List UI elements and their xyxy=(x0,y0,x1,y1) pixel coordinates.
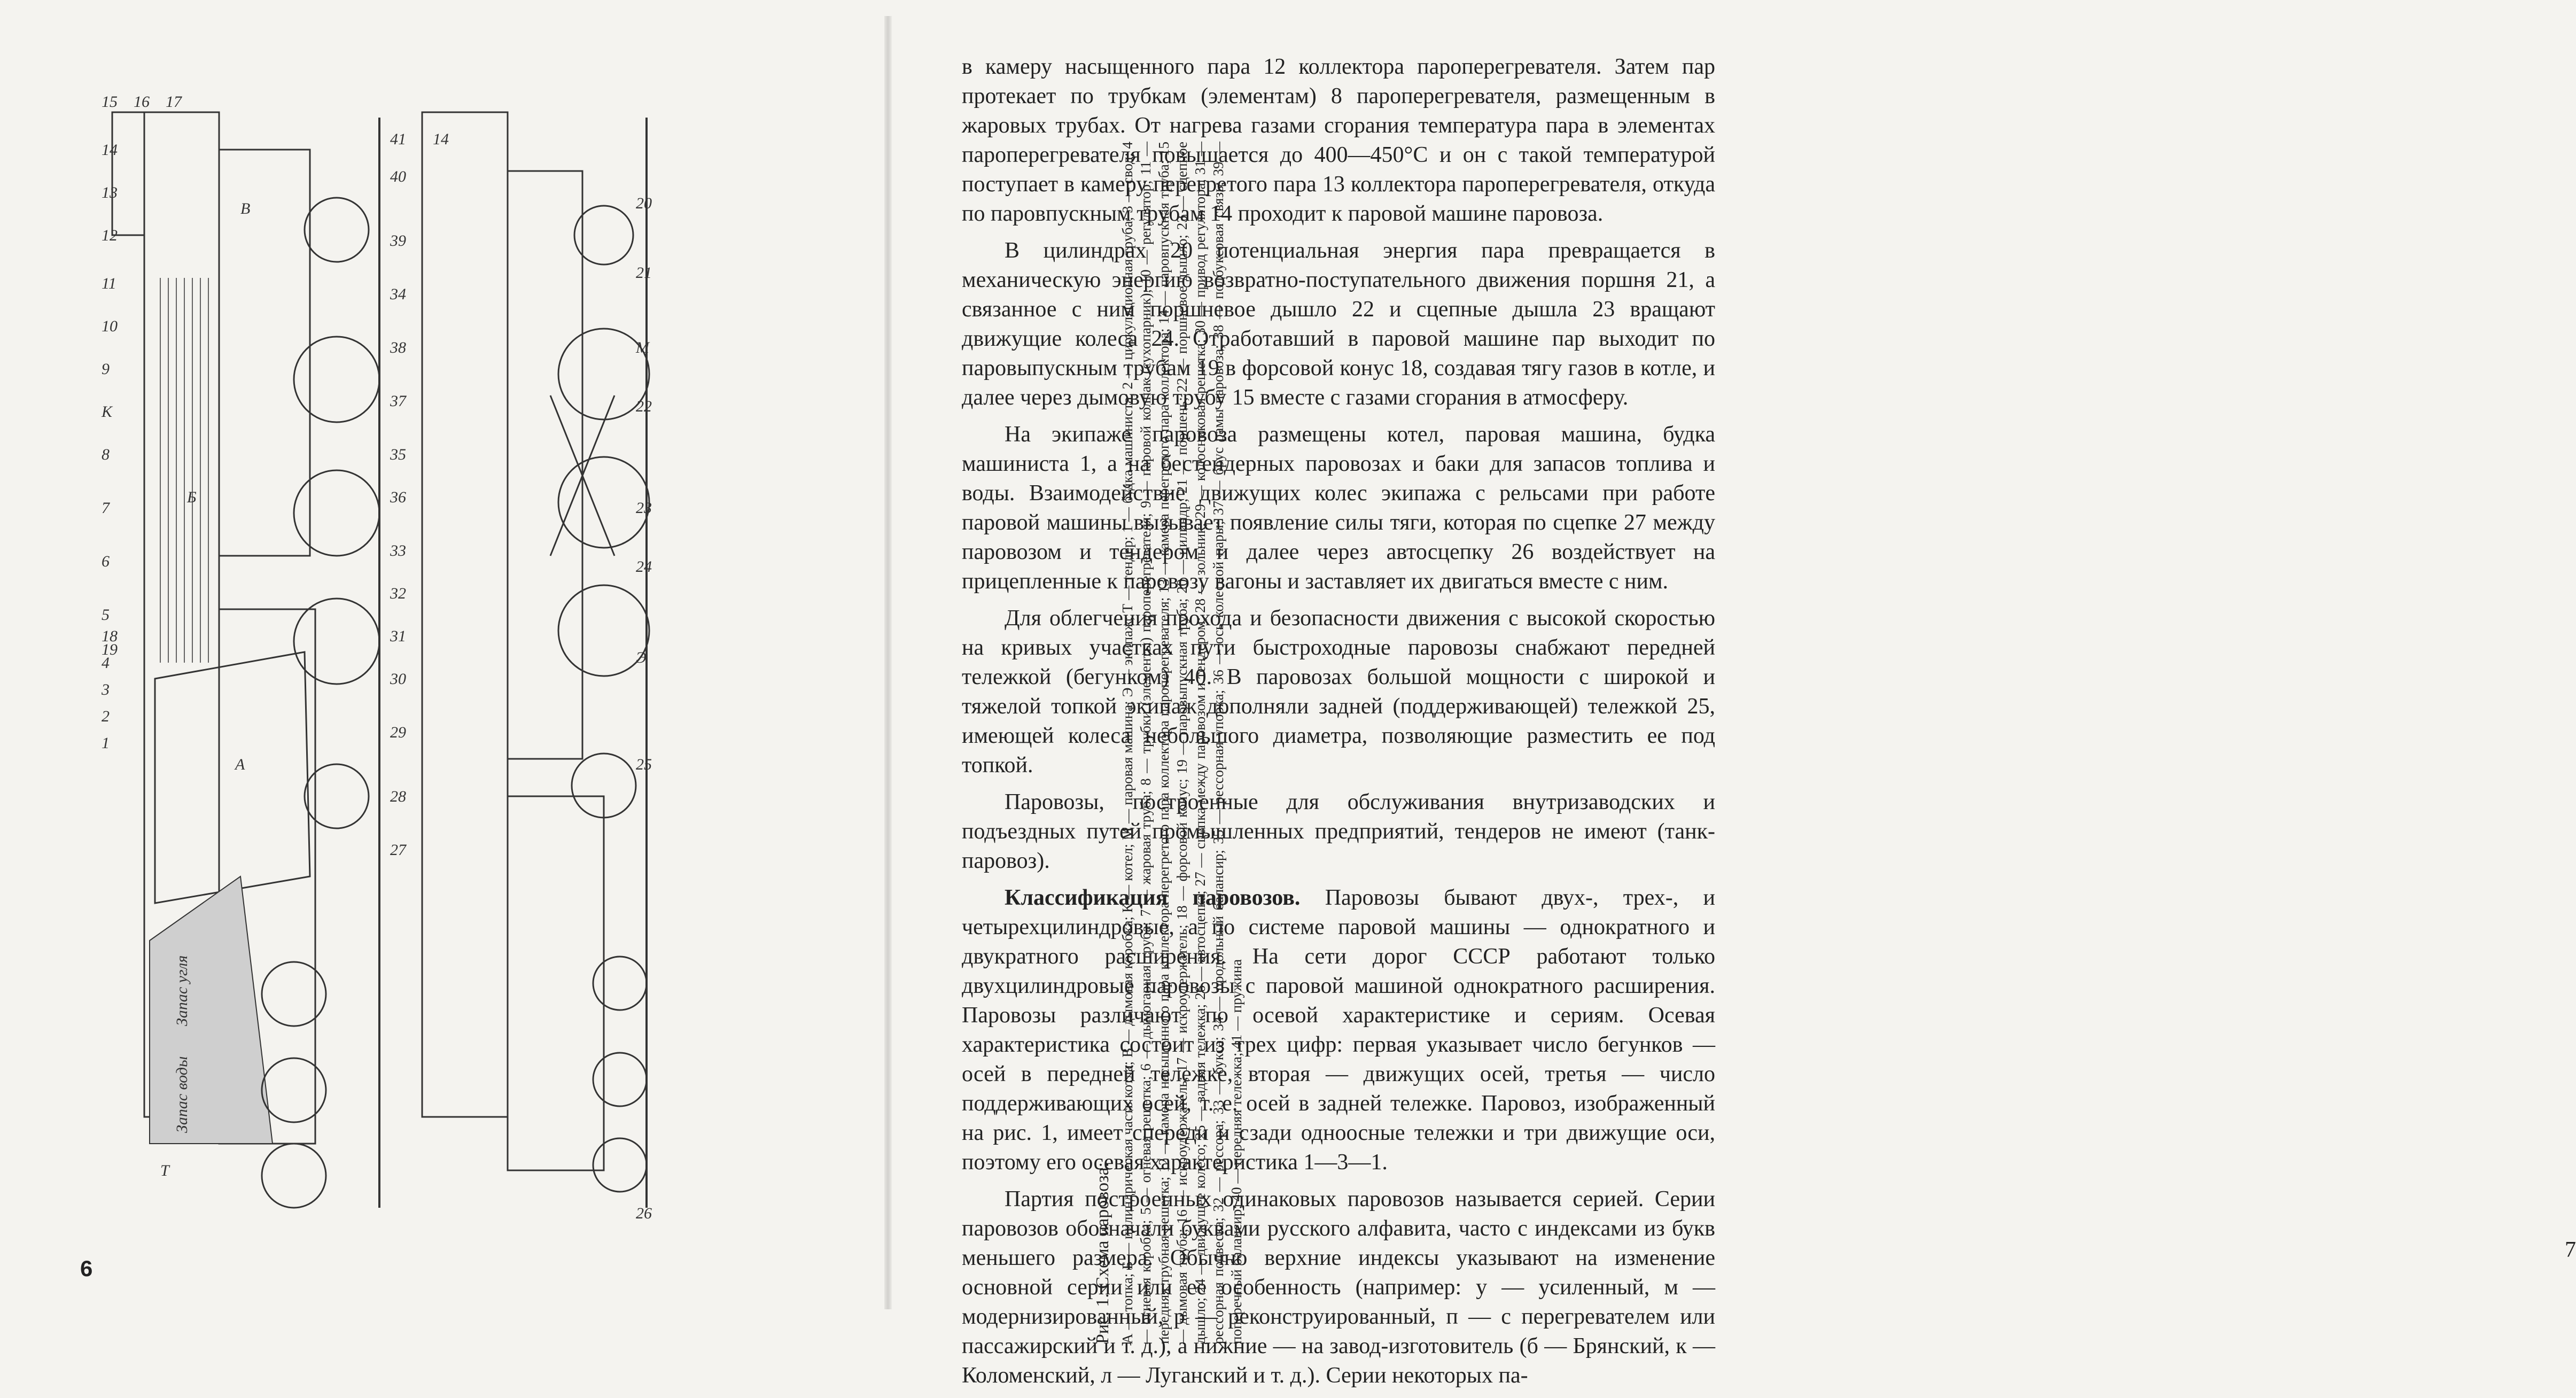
paragraph: в камеру насыщенного пара 12 коллектора пароперегревателя. Затем пар протекает по трубкам (элементам) 8 пароперегревателя, размещенным в жаровых трубах. От нагрева газами сгорания температура пара в элементах пароперегревателя повышается до 400—450°С и он с такой температурой поступает в камеру перегретого пара 13 коллектора пароперегревателя, откуда по паровпускным трубам 14 проходит к паровой машине паровоза. xyxy=(962,55,1715,226)
figure-label: 40 xyxy=(390,168,406,185)
figure-label: 24 xyxy=(636,558,652,576)
figure-label: 26 xyxy=(636,1205,652,1222)
figure-label: 9 xyxy=(102,360,110,378)
figure-label: 38 xyxy=(390,339,406,356)
front-bogie-wheel xyxy=(305,198,369,262)
figure-label: 11 xyxy=(102,275,116,292)
figure-label: 22 xyxy=(636,398,652,415)
figure-label: 10 xyxy=(102,317,118,335)
driving-wheel xyxy=(294,470,379,556)
boiler-outline xyxy=(422,112,508,1117)
figure-label: 14 xyxy=(433,130,449,148)
driving-wheel xyxy=(294,337,379,422)
classification-heading: Классификация паровозов. xyxy=(1005,886,1301,910)
figure-label: Б xyxy=(187,488,197,506)
figure-label: 8 xyxy=(102,446,110,463)
figure-label: 6 xyxy=(102,553,110,570)
coal-reserve-label: Запас угля xyxy=(173,955,191,1026)
figure-label: 41 xyxy=(390,130,406,148)
trailing-wheel xyxy=(305,764,369,828)
figure-label: 13 xyxy=(102,184,118,201)
paragraph: В цилиндрах 20 потенциальная энергия пара превращается в механическую энергию возвратно-поступательного движения поршня 21, а связанное с ним поршневое дышло 22 и сцепные дышла 23 вращают движущие колеса 24. Отработавший в паровой машине пар выходит по паровыпускным трубам 19 в форсовой конус 18, создавая тягу газов в котле, и далее через дымовую трубу 15 вместе с газами сгорания в атмосферу. xyxy=(962,238,1715,410)
paragraph: Для облегчения прохода и безопасности движения с высокой скоростью на кривых участках пути быстроходные паровозы снабжают передней тележкой (бегунком) 40. В паровозах большой мощности с широкой и тяжелой топкой экипаж дополняли задней (поддерживающей) тележкой 25, имеющей колеса небольшого диаметра, позволяющие разместить ее под топкой. xyxy=(962,606,1715,778)
figure-label: 3 xyxy=(102,681,110,698)
paragraph-classification xyxy=(962,883,1715,1177)
paragraph: Партия построенных одинаковых паровозов называется серией. Серии паровозов обозначали буквами русского алфавита, часто с индексами из букв меньшего размера. Обычно верхние индексы указывают на изменение основной серии или ее особенность (например: у — усиленный, м — модернизированный, р — реконструированный, п — с перегревателем или пассажирский и т. д.), а нижние — на завод-изготовитель (б — Брянский, к — Коломенский, л — Луганский и т. д.). Серии некоторых па- xyxy=(962,1187,1715,1388)
tender-wheel xyxy=(262,1144,326,1208)
firebox xyxy=(155,652,310,903)
driving-wheel xyxy=(294,599,379,684)
body-text xyxy=(962,52,1715,1398)
figure-label: 21 xyxy=(636,264,652,282)
figure-label: 17 xyxy=(166,93,182,111)
figure-label: 20 xyxy=(636,195,652,212)
figure-label: 39 xyxy=(390,232,406,250)
figure-label: 31 xyxy=(390,627,406,645)
figure-label: 12 xyxy=(102,227,118,244)
figure-label: М xyxy=(636,339,649,356)
figure-label: В xyxy=(240,200,251,218)
page-number-left: 6 xyxy=(80,1256,93,1281)
figure-label: 23 xyxy=(636,499,652,517)
figure-label: 5 xyxy=(102,606,110,624)
figure-label: 2 xyxy=(102,708,110,725)
figure-label: Т xyxy=(160,1162,169,1179)
caption-body: А — топка; Б — цилиндрическая часть котла; В — дымовая коробка; К — котел; М — паровая машина; Э — экипаж; Т — тендер; 1 — будка машиниста; 2 — циркуляционная труба; 3 — свод; 4 — огневая коробка; 5 — огневая решетка; 6 — дымогарная труба; 7 — жаровая труба; 8 — трубки (элементы) пароперегревателя; 9 — паровой колпак (сухопарник); 10 — регулятор; 11 — передняя трубная решетка; 12 — камера насыщенного пара коллектора перегретого пара коллектора пароперегревателя; 13 — камера перегретого пара коллектора; 14 — паровпускная труба; 15 — дымовая труба; 16 — искроудержатель; 17 — искроудержатель; 18 — форсовой конус; 19 — паровыпускная труба; 20 — цилиндр; 21 — поршень; 22 — поршневое дышло; 23 — сцепное дышло; 24 — движущее колесо; 25 — задняя тележка; 26 — автосцепка; 27 — сцепка между паровозом и тендером; 28 — зольник; 29 — колосниковая решетка; 30 — привод регулятора; 31 — рессорная подвеска; 32 — рессора; 33 — букса; 34 — продольный балансир; 35 — рессорная упорка; 36 — ось колесной пары; 37 — брус рамы паровоза; 38 — подбуксовая связь; 39 — поперечный балансир; 40 — передняя тележка; 41 — пружина xyxy=(1119,142,1244,1344)
figure-label: 19 xyxy=(102,641,118,658)
figure-label: 18 xyxy=(102,627,118,645)
figure-label: 1 xyxy=(102,734,110,752)
figure-label: 32 xyxy=(390,585,406,602)
figure-label: 30 xyxy=(390,670,406,688)
figure-label: Э xyxy=(636,649,647,666)
figure-label: К xyxy=(102,403,112,421)
page-number-right: 7 xyxy=(2565,1238,2576,1262)
tender-wheel xyxy=(262,1058,326,1122)
figure-label: 25 xyxy=(636,756,652,773)
figure-label: 16 xyxy=(134,93,150,111)
right-page xyxy=(876,0,2576,1388)
coal-reserve xyxy=(150,876,273,1144)
figure-label: 35 xyxy=(390,446,406,463)
figure-label: 14 xyxy=(102,141,118,159)
figure-label: 7 xyxy=(102,499,110,517)
tender-outline xyxy=(508,796,604,1170)
figure-label: 15 xyxy=(102,93,118,111)
figure-label: 28 xyxy=(390,788,406,805)
figure-label: 33 xyxy=(390,542,406,560)
paragraph: На экипаже паровоза размещены котел, паровая машина, будка машиниста 1, а на бестендерных паровозах и баки для запасов топлива и воды. Взаимодействие движущих колес экипажа с рельсами при работе паровой машины вызывает появление силы тяги, которая по сцепке 27 между паровозом и тендером и далее через автосцепку 26 воздействует на прицепленные к паровозу вагоны и заставляет их двигаться вместе с ним. xyxy=(962,422,1715,594)
caption-title: Рис. 1. Схема паровоза: xyxy=(1093,1162,1112,1344)
figure-label: 27 xyxy=(390,841,406,859)
figure-label: 29 xyxy=(390,724,406,741)
classification-text: Паровозы бывают двух-, трех-, и четырехцилиндровые, а по системе паровой машины — однократного и двукратного расширения. На сети дорог СССР работают только двухцилиндровые паровозы с паровой машиной однократного расширения. Паровозы различают по осевой характеристике и сериям. Осевая характеристика состоит из трех цифр: первая указывает число бегунков — осей в передней тележке, вторая — движущих осей, третья — число поддерживающих осей, т. е. осей в задней тележке. Паровоз, изображенный на рис. 1, имеет спереди и сзади одноосные тележки и три движущие оси, поэтому его осевая характеристика 1—3—1. xyxy=(962,886,1715,1175)
figure-label: 4 xyxy=(102,654,110,672)
figure-label: 37 xyxy=(390,392,406,410)
figure-label: А xyxy=(235,756,245,773)
paragraph: Паровозы, построенные для обслуживания внутризаводских и подъездных путей промышленных предприятий, тендеров не имеют (танк-паровоз). xyxy=(962,790,1715,873)
figure-label: 34 xyxy=(390,285,406,303)
tender-wheel xyxy=(262,962,326,1026)
figure-label: 36 xyxy=(390,488,406,506)
locomotive-diagram xyxy=(80,75,657,1251)
water-reserve-label: Запас воды xyxy=(173,1056,191,1133)
